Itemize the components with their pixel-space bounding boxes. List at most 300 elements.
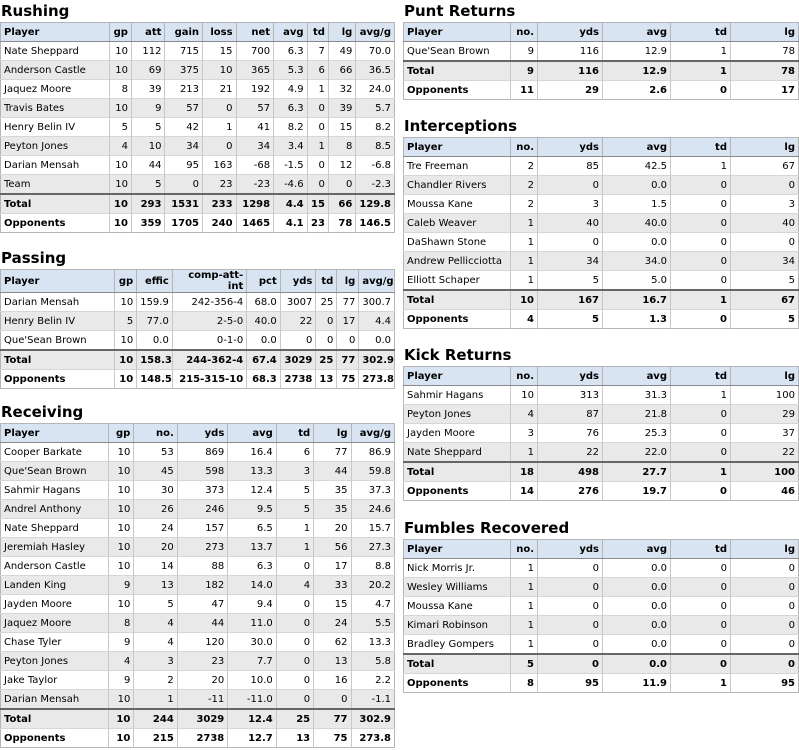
stat-cell: 0 xyxy=(538,597,603,616)
stat-cell: 10 xyxy=(109,175,131,195)
stat-cell: 66 xyxy=(328,194,355,214)
column-header: no. xyxy=(134,424,177,443)
player-name: DaShawn Stone xyxy=(404,233,511,252)
stat-cell: 0 xyxy=(671,405,731,424)
stat-cell: 10 xyxy=(109,42,131,61)
total-row xyxy=(1,709,395,729)
stat-cell: 0.0 xyxy=(247,331,281,351)
stat-cell: 0 xyxy=(280,331,316,351)
player-row xyxy=(1,293,395,312)
stat-cell: 20 xyxy=(177,671,228,690)
total-label: Total xyxy=(404,290,511,310)
stat-cell: 45 xyxy=(134,462,177,481)
stat-cell: 29 xyxy=(538,81,603,100)
column-header: td xyxy=(671,540,731,559)
stat-cell: 0 xyxy=(671,214,731,233)
stat-cell: 37 xyxy=(731,424,799,443)
stat-cell: 0 xyxy=(671,424,731,443)
stat-cell: 1 xyxy=(307,80,328,99)
stat-cell: 10 xyxy=(109,729,134,748)
stat-cell: 10 xyxy=(109,194,131,214)
column-header: lg xyxy=(328,23,355,42)
stat-cell: 3 xyxy=(134,652,177,671)
stat-cell: 129.8 xyxy=(356,194,395,214)
stat-cell: 0 xyxy=(731,597,799,616)
column-header: lg xyxy=(731,138,799,157)
stat-cell: 1 xyxy=(511,214,538,233)
stat-cell: 8 xyxy=(511,674,538,693)
player-name: Bradley Gompers xyxy=(404,635,511,655)
stat-cell: 116 xyxy=(538,61,603,81)
interceptions-table xyxy=(403,137,799,329)
stat-cell: 7 xyxy=(307,42,328,61)
stat-cell: 300.7 xyxy=(359,293,395,312)
stat-cell: 13.7 xyxy=(228,538,276,557)
stat-cell: 2 xyxy=(511,195,538,214)
stat-cell: -6.8 xyxy=(356,156,395,175)
player-name: Cooper Barkate xyxy=(1,443,109,462)
column-header: yds xyxy=(280,270,316,293)
stat-cell: 0 xyxy=(307,156,328,175)
stat-cell: 70.0 xyxy=(356,42,395,61)
stat-cell: 42 xyxy=(165,118,203,137)
player-name: Que'Sean Brown xyxy=(1,331,115,351)
stat-cell: 10 xyxy=(109,99,131,118)
column-header: td xyxy=(671,138,731,157)
header-row xyxy=(1,23,395,42)
stat-cell: 2.6 xyxy=(603,81,671,100)
stat-cell: 75 xyxy=(314,729,351,748)
stat-cell: 0 xyxy=(671,233,731,252)
player-name: Landen King xyxy=(1,576,109,595)
stat-cell: 9 xyxy=(109,576,134,595)
player-name: Moussa Kane xyxy=(404,597,511,616)
stat-cell: 12.9 xyxy=(603,61,671,81)
opponents-label: Opponents xyxy=(1,370,115,389)
stat-cell: 87 xyxy=(538,405,603,424)
stat-cell: 13.3 xyxy=(351,633,394,652)
player-name: Kimari Robinson xyxy=(404,616,511,635)
stat-cell: 30 xyxy=(134,481,177,500)
stat-cell: 39 xyxy=(131,80,165,99)
stat-cell: 13 xyxy=(276,729,313,748)
player-name: Elliott Schaper xyxy=(404,271,511,291)
player-name: Tre Freeman xyxy=(404,157,511,176)
stat-cell: 40 xyxy=(538,214,603,233)
stat-cell: 0 xyxy=(307,118,328,137)
stat-cell: 1 xyxy=(511,559,538,578)
stat-cell: 44 xyxy=(314,462,351,481)
opponents-label: Opponents xyxy=(404,81,511,100)
stat-cell: -1.5 xyxy=(274,156,308,175)
opponents-row xyxy=(404,482,799,501)
kick-returns-table xyxy=(403,366,799,501)
stat-cell: 5 xyxy=(109,118,131,137)
player-name: Team xyxy=(1,175,110,195)
player-row xyxy=(404,405,799,424)
player-name: Darian Mensah xyxy=(1,156,110,175)
stat-cell: 1 xyxy=(276,519,313,538)
player-name: Peyton Jones xyxy=(1,137,110,156)
stat-cell: 69 xyxy=(131,61,165,80)
column-header: att xyxy=(131,23,165,42)
stat-cell: 40.0 xyxy=(603,214,671,233)
stat-cell: -11.0 xyxy=(228,690,276,710)
stat-cell: 3 xyxy=(731,195,799,214)
column-header: gp xyxy=(115,270,137,293)
stat-cell: 0 xyxy=(538,176,603,195)
column-header: effic xyxy=(137,270,173,293)
column-header: lg xyxy=(731,540,799,559)
player-row xyxy=(1,614,395,633)
stat-cell: 5.5 xyxy=(351,614,394,633)
stat-cell: 9 xyxy=(511,42,538,62)
stat-cell: 1 xyxy=(671,157,731,176)
player-name: Sahmir Hagans xyxy=(1,481,109,500)
header-row xyxy=(1,270,395,293)
stat-cell: 112 xyxy=(131,42,165,61)
stat-cell: 57 xyxy=(236,99,274,118)
stat-cell: 0.0 xyxy=(603,578,671,597)
header-row xyxy=(404,540,799,559)
column-header: no. xyxy=(511,23,538,42)
stat-cell: 68.3 xyxy=(247,370,281,389)
stat-cell: 182 xyxy=(177,576,228,595)
player-row xyxy=(404,214,799,233)
stat-cell: 23 xyxy=(177,652,228,671)
column-header: yds xyxy=(538,367,603,386)
stat-cell: 10 xyxy=(109,500,134,519)
stat-cell: 15 xyxy=(328,118,355,137)
stat-cell: 78 xyxy=(731,42,799,62)
stat-cell: 4 xyxy=(276,576,313,595)
player-name: Wesley Williams xyxy=(404,578,511,597)
column-header: avg xyxy=(274,23,308,42)
column-header: td xyxy=(276,424,313,443)
column-header: gp xyxy=(109,23,131,42)
stat-cell: 0 xyxy=(276,652,313,671)
stat-cell: 13 xyxy=(316,370,337,389)
stat-cell: 159.9 xyxy=(137,293,173,312)
stat-cell: 0.0 xyxy=(603,597,671,616)
stat-cell: 7.7 xyxy=(228,652,276,671)
column-header: avg xyxy=(603,367,671,386)
stat-cell: 276 xyxy=(538,482,603,501)
stat-cell: 0.0 xyxy=(603,233,671,252)
stat-cell: 16 xyxy=(314,671,351,690)
rushing-title: Rushing xyxy=(1,2,70,20)
stat-cell: 0 xyxy=(671,578,731,597)
stat-cell: 1705 xyxy=(165,214,203,233)
stat-cell: 215 xyxy=(134,729,177,748)
player-row xyxy=(1,175,395,195)
stat-cell: 0 xyxy=(671,559,731,578)
column-header: Player xyxy=(404,540,511,559)
receiving-title: Receiving xyxy=(1,403,84,421)
stat-cell: 6.3 xyxy=(274,99,308,118)
player-row xyxy=(404,616,799,635)
stat-cell: 5.8 xyxy=(351,652,394,671)
player-row xyxy=(1,137,395,156)
interceptions-title: Interceptions xyxy=(404,117,518,135)
opponents-row xyxy=(1,370,395,389)
stat-cell: 1.3 xyxy=(603,310,671,329)
player-name: Que'Sean Brown xyxy=(404,42,511,62)
stat-cell: 88 xyxy=(177,557,228,576)
stat-cell: 46 xyxy=(731,482,799,501)
stat-cell: 8 xyxy=(109,80,131,99)
stat-cell: 146.5 xyxy=(356,214,395,233)
opponents-row xyxy=(404,674,799,693)
stat-cell: 0-1-0 xyxy=(172,331,246,351)
player-row xyxy=(404,271,799,291)
stat-cell: 2-5-0 xyxy=(172,312,246,331)
stat-cell: 5 xyxy=(538,271,603,291)
stat-cell: 47 xyxy=(177,595,228,614)
stat-cell: 36.5 xyxy=(356,61,395,80)
stat-cell: 4.4 xyxy=(359,312,395,331)
column-header: net xyxy=(236,23,274,42)
stat-cell: 35 xyxy=(314,481,351,500)
stat-cell: 8 xyxy=(328,137,355,156)
stat-cell: 10 xyxy=(511,290,538,310)
rushing-section xyxy=(0,2,395,233)
player-name: Andrew Pellicciotta xyxy=(404,252,511,271)
stat-cell: 44 xyxy=(131,156,165,175)
stat-cell: 213 xyxy=(165,80,203,99)
column-header: avg xyxy=(603,540,671,559)
stat-cell: 77 xyxy=(337,350,359,370)
stat-cell: 15 xyxy=(307,194,328,214)
stat-cell: 1 xyxy=(511,233,538,252)
stat-cell: 4 xyxy=(511,310,538,329)
stat-cell: 16.7 xyxy=(603,290,671,310)
stat-cell: 1 xyxy=(276,538,313,557)
stat-cell: 240 xyxy=(203,214,237,233)
stat-cell: 24.6 xyxy=(351,500,394,519)
stat-cell: 0 xyxy=(538,635,603,655)
rushing-table xyxy=(0,22,395,233)
player-name: Jaquez Moore xyxy=(1,614,109,633)
stat-cell: 19.7 xyxy=(603,482,671,501)
stat-cell: 9.4 xyxy=(228,595,276,614)
player-name: Nate Sheppard xyxy=(1,42,110,61)
stat-cell: 0.0 xyxy=(603,176,671,195)
stat-cell: 68.0 xyxy=(247,293,281,312)
player-row xyxy=(1,443,395,462)
stat-cell: 0 xyxy=(307,175,328,195)
stat-cell: 0 xyxy=(538,559,603,578)
stat-cell: 0.0 xyxy=(603,616,671,635)
stat-cell: 15 xyxy=(314,595,351,614)
stat-cell: 0 xyxy=(731,176,799,195)
stat-cell: 0 xyxy=(671,635,731,655)
stat-cell: 10 xyxy=(109,538,134,557)
stat-cell: 8.5 xyxy=(356,137,395,156)
column-header: avg xyxy=(603,23,671,42)
stat-cell: 4 xyxy=(134,614,177,633)
stat-cell: 1 xyxy=(511,252,538,271)
player-row xyxy=(404,42,799,62)
stat-cell: 14 xyxy=(134,557,177,576)
stat-cell: 67 xyxy=(731,290,799,310)
stat-cell: 12.9 xyxy=(603,42,671,62)
punt-returns-table xyxy=(403,22,799,100)
stat-cell: 85 xyxy=(538,157,603,176)
stat-cell: 24 xyxy=(134,519,177,538)
stat-cell: 3029 xyxy=(177,709,228,729)
player-name: Henry Belin IV xyxy=(1,118,110,137)
player-name: Sahmir Hagans xyxy=(404,386,511,405)
stat-cell: 1 xyxy=(307,137,328,156)
stat-cell: 9 xyxy=(131,99,165,118)
stat-cell: 9 xyxy=(109,633,134,652)
opponents-row xyxy=(404,81,799,100)
stat-cell: 13 xyxy=(134,576,177,595)
stat-cell: 0 xyxy=(538,578,603,597)
stat-cell: 4.1 xyxy=(274,214,308,233)
stat-cell: 1 xyxy=(511,271,538,291)
stat-cell: 22 xyxy=(280,312,316,331)
player-name: Chase Tyler xyxy=(1,633,109,652)
stat-cell: 0 xyxy=(337,331,359,351)
stat-cell: 2 xyxy=(511,176,538,195)
stat-cell: 215-315-10 xyxy=(172,370,246,389)
stat-cell: 9.5 xyxy=(228,500,276,519)
stat-cell: 6 xyxy=(307,61,328,80)
player-name: Anderson Castle xyxy=(1,61,110,80)
stat-cell: 5.3 xyxy=(274,61,308,80)
total-label: Total xyxy=(404,462,511,482)
stat-cell: 33 xyxy=(314,576,351,595)
stat-cell: 0.0 xyxy=(603,654,671,674)
column-header: lg xyxy=(731,23,799,42)
stat-cell: 10 xyxy=(115,293,137,312)
stat-cell: 10 xyxy=(109,595,134,614)
column-header: Player xyxy=(404,367,511,386)
player-row xyxy=(404,252,799,271)
column-header: gain xyxy=(165,23,203,42)
stat-cell: 359 xyxy=(131,214,165,233)
header-row xyxy=(404,367,799,386)
stat-cell: 1 xyxy=(671,386,731,405)
stat-cell: 20 xyxy=(134,538,177,557)
stat-cell: 4 xyxy=(109,137,131,156)
stat-cell: 62 xyxy=(314,633,351,652)
stat-cell: 67 xyxy=(731,157,799,176)
stat-cell: 8.8 xyxy=(351,557,394,576)
player-row xyxy=(1,156,395,175)
stat-cell: 95 xyxy=(731,674,799,693)
stat-cell: 78 xyxy=(328,214,355,233)
stat-cell: 27.3 xyxy=(351,538,394,557)
stat-cell: 86.9 xyxy=(351,443,394,462)
player-row xyxy=(404,157,799,176)
column-header: avg/g xyxy=(359,270,395,293)
stat-cell: 56 xyxy=(314,538,351,557)
stat-cell: 3 xyxy=(511,424,538,443)
player-row xyxy=(404,443,799,463)
stat-cell: 192 xyxy=(236,80,274,99)
stat-cell: 77 xyxy=(337,293,359,312)
stat-cell: 1 xyxy=(671,61,731,81)
stat-cell: 3.4 xyxy=(274,137,308,156)
stat-cell: 0.0 xyxy=(137,331,173,351)
stat-cell: 246 xyxy=(177,500,228,519)
stat-cell: 302.9 xyxy=(359,350,395,370)
player-row xyxy=(1,690,395,710)
player-name: Moussa Kane xyxy=(404,195,511,214)
stat-cell: 373 xyxy=(177,481,228,500)
column-header: Player xyxy=(404,138,511,157)
player-name: Henry Belin IV xyxy=(1,312,115,331)
stat-cell: 0 xyxy=(276,690,313,710)
stat-cell: 12 xyxy=(328,156,355,175)
stat-cell: 0 xyxy=(731,654,799,674)
stat-cell: 75 xyxy=(337,370,359,389)
stat-cell: 40.0 xyxy=(247,312,281,331)
player-name: Caleb Weaver xyxy=(404,214,511,233)
stat-cell: 10 xyxy=(131,137,165,156)
stat-cell: 10 xyxy=(115,370,137,389)
stat-cell: 242-356-4 xyxy=(172,293,246,312)
stat-cell: 12.4 xyxy=(228,481,276,500)
stat-cell: 273 xyxy=(177,538,228,557)
stat-cell: 17 xyxy=(731,81,799,100)
column-header: loss xyxy=(203,23,237,42)
stat-cell: 5 xyxy=(731,310,799,329)
stat-cell: 0 xyxy=(671,310,731,329)
column-header: lg xyxy=(314,424,351,443)
stat-cell: 0 xyxy=(671,482,731,501)
stat-cell: 5.0 xyxy=(603,271,671,291)
player-name: Nate Sheppard xyxy=(1,519,109,538)
column-header: yds xyxy=(538,138,603,157)
stat-cell: 10 xyxy=(109,443,134,462)
column-header: yds xyxy=(177,424,228,443)
stat-cell: 29 xyxy=(731,405,799,424)
stat-cell: 49 xyxy=(328,42,355,61)
stat-cell: 1 xyxy=(671,290,731,310)
stat-cell: 35 xyxy=(314,500,351,519)
total-label: Total xyxy=(1,194,110,214)
stat-cell: 0 xyxy=(671,654,731,674)
interceptions-section xyxy=(403,117,796,329)
column-header: lg xyxy=(337,270,359,293)
stat-cell: 2 xyxy=(134,671,177,690)
passing-section xyxy=(0,249,395,389)
stat-cell: 158.3 xyxy=(137,350,173,370)
stat-cell: 0 xyxy=(203,137,237,156)
column-header: yds xyxy=(538,23,603,42)
player-row xyxy=(1,80,395,99)
stat-cell: 4.7 xyxy=(351,595,394,614)
player-name: Nick Morris Jr. xyxy=(404,559,511,578)
stat-cell: 24 xyxy=(314,614,351,633)
stat-cell: 15.7 xyxy=(351,519,394,538)
player-row xyxy=(1,118,395,137)
player-row xyxy=(1,99,395,118)
stat-cell: 20.2 xyxy=(351,576,394,595)
total-row xyxy=(404,654,799,674)
total-label: Total xyxy=(404,61,511,81)
stat-cell: 3029 xyxy=(280,350,316,370)
stat-cell: 1531 xyxy=(165,194,203,214)
player-name: Nate Sheppard xyxy=(404,443,511,463)
player-name: Jayden Moore xyxy=(1,595,109,614)
stat-cell: 10 xyxy=(109,519,134,538)
stat-cell: 0 xyxy=(671,616,731,635)
